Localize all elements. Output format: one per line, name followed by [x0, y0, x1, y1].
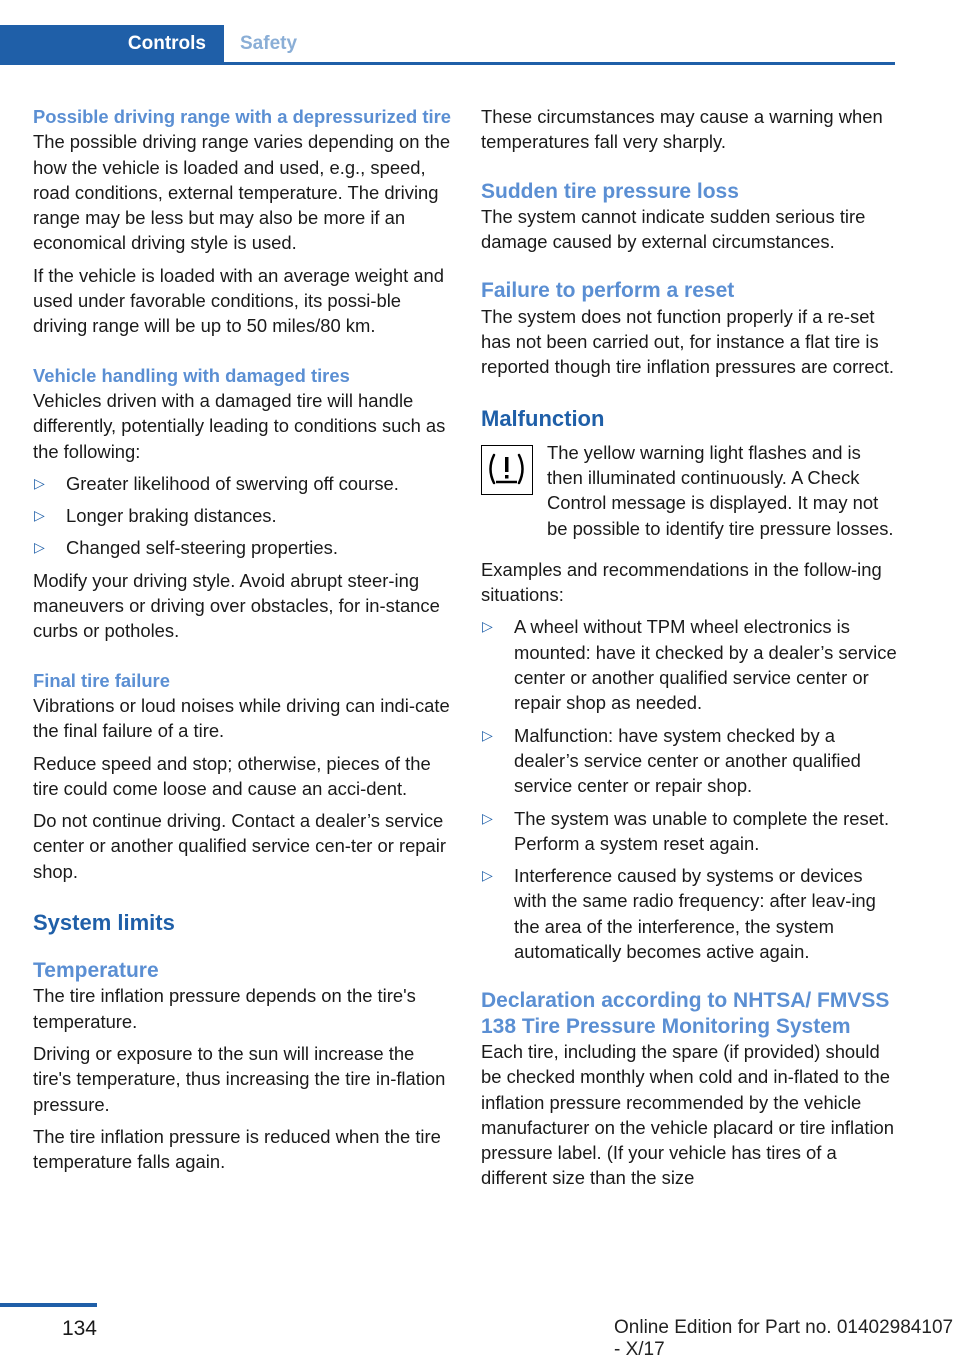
- heading-malfunction: Malfunction: [481, 405, 605, 431]
- edition-label: Online Edition for Part no. 01402984107 - X/17: [614, 1317, 954, 1360]
- paragraph: Vehicles driven with a damaged tire will handle differently, potentially leading to conditions such as the following:: [33, 389, 446, 462]
- triangle-bullet-icon: ▷: [482, 809, 493, 826]
- heading-nhtsa-declaration: Declaration according to NHTSA/ FMVSS 138 Tire Pressure Monitoring System: [481, 989, 890, 1038]
- list-item: ▷ Interference caused by systems or devices with the same radio frequency: after leav‐ing the area of the interference, the system automatically becomes active again.: [482, 865, 876, 963]
- heading-temperature: Temperature: [33, 959, 159, 983]
- triangle-bullet-icon: ▷: [482, 867, 493, 884]
- heading-vehicle-handling: Vehicle handling with damaged tires: [33, 364, 350, 386]
- paragraph: Driving or exposure to the sun will increase the tire's temperature, thus increasing the tire in‐flation pressure.: [33, 1042, 446, 1115]
- paragraph: Examples and recommendations in the follow‐ing situations:: [481, 558, 882, 606]
- paragraph: Reduce speed and stop; otherwise, pieces of the tire could come loose and cause an acci‐dent.: [33, 752, 431, 799]
- tab-safety[interactable]: Safety: [240, 33, 298, 54]
- list-item: ▷ The system was unable to complete the reset. Perform a system reset again.: [482, 807, 890, 854]
- paragraph: The system does not function properly if a re‐set has not been carried out, for instance a flat tire is reported though tire inflation pressures are correct.: [481, 305, 894, 378]
- list-item: ▷ Greater likelihood of swerving off course.: [33, 471, 453, 496]
- heading-failure-reset: Failure to perform a reset: [481, 279, 735, 303]
- paragraph: Do not continue driving. Contact a dealer’s service center or another qualified service cen‐ter or repair shop.: [33, 810, 446, 882]
- footer-accent-bar: [0, 1303, 97, 1307]
- right-column: [481, 104, 897, 1198]
- left-column: [33, 104, 453, 1181]
- heading-final-tire-failure: Final tire failure: [33, 669, 170, 691]
- list-item: ▷ A wheel without TPM wheel electronics is mounted: have it checked by a dealer’s service center or another qualified service center or repair shop as needed.: [482, 616, 897, 714]
- heading-driving-range: Possible driving range with a depressurized tire: [33, 106, 451, 127]
- paragraph: Vibrations or loud noises while driving can indi‐cate the final failure of a tire.: [33, 694, 450, 742]
- list-item: ▷ Malfunction: have system checked by a dealer’s service center or another qualified service center or repair shop.: [482, 724, 861, 797]
- paragraph: The system cannot indicate sudden serious tire damage caused by external circumstances.: [481, 205, 866, 253]
- paragraph: The yellow warning light flashes and is then illuminated continuously. A Check Control message is displayed. It may not be possible to identify tire pressure losses.: [547, 441, 894, 539]
- paragraph: These circumstances may cause a warning when temperatures fall very sharply.: [481, 106, 883, 153]
- triangle-bullet-icon: ▷: [482, 726, 493, 743]
- paragraph: Each tire, including the spare (if provided) should be checked monthly when cold and in‐flated to the inflation pressure recommended by the vehicle manufacturer on the vehicle placard or tire inflation pressure label. (If your vehicle has tires of a different size than the size: [481, 1040, 894, 1189]
- paragraph: Modify your driving style. Avoid abrupt steer‐ing maneuvers or driving over obstacles, for in‐stance curbs or potholes.: [33, 569, 440, 642]
- paragraph: The tire inflation pressure depends on the tire's temperature.: [33, 985, 416, 1032]
- list-item: ▷ Longer braking distances.: [33, 503, 453, 528]
- examples-list: [481, 614, 897, 964]
- header-tabs: [0, 25, 895, 65]
- paragraph: If the vehicle is loaded with an average weight and used under favorable conditions, its possi‐ble driving range will be up to 50 miles/80 km.: [33, 264, 444, 337]
- paragraph: The possible driving range varies depending on the how the vehicle is loaded and used, e.g., speed, road conditions, external temperature. The driving range may be less but may also be more if an economical driving style is used.: [33, 131, 451, 254]
- handling-list: [33, 471, 453, 561]
- triangle-bullet-icon: ▷: [34, 539, 45, 556]
- triangle-bullet-icon: ▷: [482, 618, 493, 635]
- list-item: ▷ Changed self-steering properties.: [33, 535, 453, 560]
- malfunction-block: [481, 440, 897, 541]
- triangle-bullet-icon: ▷: [34, 507, 45, 524]
- tab-controls[interactable]: Controls: [0, 25, 224, 62]
- paragraph: The tire inflation pressure is reduced when the tire temperature falls again.: [33, 1125, 441, 1173]
- page-number: 134: [61, 1317, 97, 1340]
- triangle-bullet-icon: ▷: [34, 474, 45, 491]
- heading-sudden-pressure-loss: Sudden tire pressure loss: [481, 179, 739, 203]
- heading-system-limits: System limits: [33, 910, 175, 936]
- tire-pressure-warning-icon: [481, 445, 533, 495]
